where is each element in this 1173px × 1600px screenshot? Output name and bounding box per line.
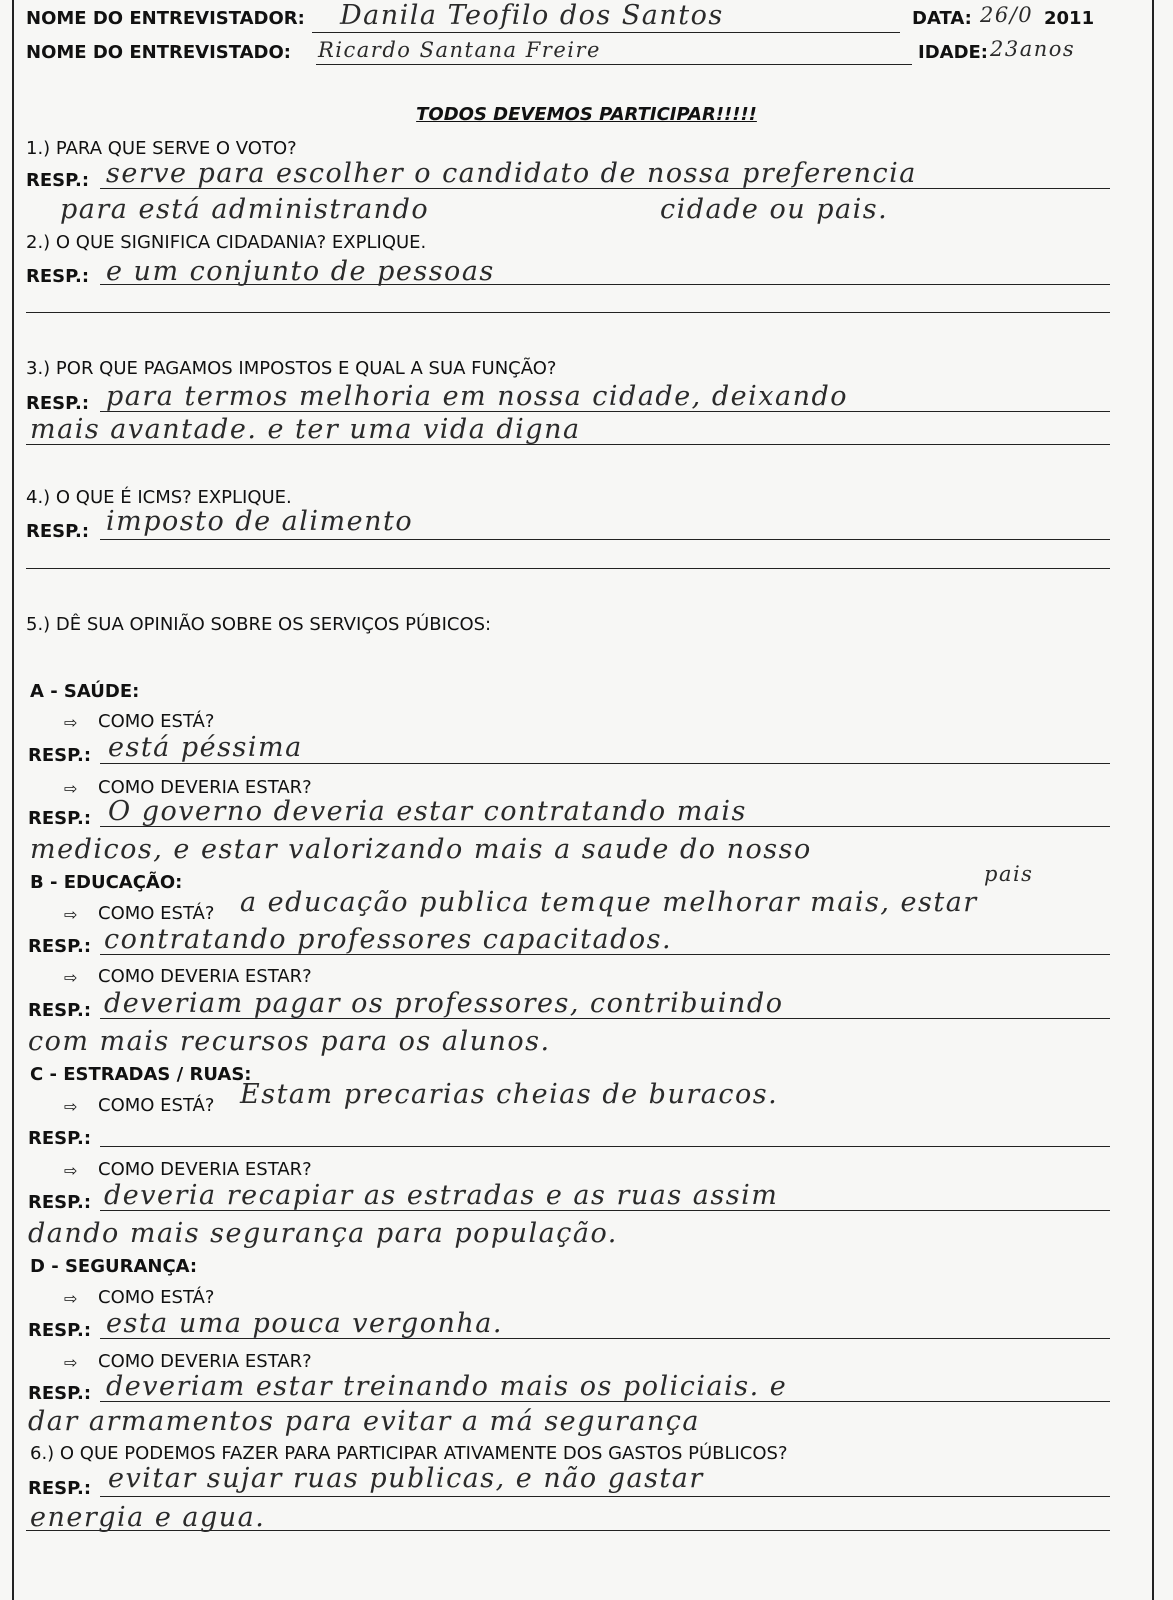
right-border xyxy=(1152,0,1154,1600)
how-should-label: COMO DEVERIA ESTAR? xyxy=(98,1159,312,1180)
resp-label: RESP.: xyxy=(26,521,90,542)
question-6: 6.) O QUE PODEMOS FAZER PARA PARTICIPAR ATIVAMENTE DOS GASTOS PÚBLICOS? xyxy=(30,1443,788,1464)
q6-answer-line2: energia e agua. xyxy=(30,1502,266,1533)
arrow-icon: ⇨ xyxy=(64,1353,78,1372)
arrow-icon: ⇨ xyxy=(64,968,78,987)
resp-label: RESP.: xyxy=(28,1000,92,1021)
b-pais-note: pais xyxy=(984,862,1034,886)
left-border xyxy=(12,0,14,1600)
date-value: 26/0 xyxy=(980,3,1034,27)
section-d-label: D - SEGURANÇA: xyxy=(30,1256,198,1277)
interviewee-line xyxy=(316,64,912,65)
d-should-line1: deveriam estar treinando mais os policiais. e xyxy=(106,1371,788,1402)
how-should-label: COMO DEVERIA ESTAR? xyxy=(98,966,312,987)
q1-answer-line2b: cidade ou pais. xyxy=(660,194,889,225)
q4-answer-line1: imposto de alimento xyxy=(106,506,414,537)
c-is-inline: Estam precarias cheias de buracos. xyxy=(240,1079,779,1110)
arrow-icon: ⇨ xyxy=(64,905,78,924)
c-should-line1: deveria recapiar as estradas e as ruas assim xyxy=(104,1180,779,1211)
a-should-line1: O governo deveria estar contratando mais xyxy=(108,796,747,827)
resp-label: RESP.: xyxy=(28,1192,92,1213)
resp-label: RESP.: xyxy=(26,393,90,414)
answer-line xyxy=(100,539,1110,540)
arrow-icon: ⇨ xyxy=(64,779,78,798)
a-is-answer: está péssima xyxy=(108,732,303,763)
answer-line xyxy=(100,763,1110,764)
arrow-icon: ⇨ xyxy=(64,1289,78,1308)
section-b-label: B - EDUCAÇÃO: xyxy=(30,872,183,893)
answer-line xyxy=(100,1496,1110,1497)
question-5: 5.) DÊ SUA OPINIÃO SOBRE OS SERVIÇOS PÚBICOS: xyxy=(26,614,492,635)
how-is-label: COMO ESTÁ? xyxy=(98,711,215,732)
age-value: 23anos xyxy=(990,37,1076,61)
section-c-label: C - ESTRADAS / RUAS: xyxy=(30,1064,252,1085)
interviewer-line xyxy=(312,32,900,33)
section-a-label: A - SAÚDE: xyxy=(30,681,140,702)
answer-line xyxy=(26,312,1110,313)
question-2: 2.) O QUE SIGNIFICA CIDADANIA? EXPLIQUE. xyxy=(26,232,427,253)
how-should-label: COMO DEVERIA ESTAR? xyxy=(98,1351,312,1372)
date-label: DATA: xyxy=(912,8,972,29)
how-is-label: COMO ESTÁ? xyxy=(98,1287,215,1308)
arrow-icon: ⇨ xyxy=(64,1161,78,1180)
resp-label: RESP.: xyxy=(28,745,92,766)
q3-answer-line1: para termos melhoria em nossa cidade, deixando xyxy=(106,381,848,412)
q1-answer-line1: serve para escolher o candidato de nossa preferencia xyxy=(106,158,917,189)
resp-label: RESP.: xyxy=(28,808,92,829)
resp-label: RESP.: xyxy=(28,936,92,957)
interviewee-name: Ricardo Santana Freire xyxy=(318,38,601,62)
b-is-inline: a educação publica temque melhorar mais, estar xyxy=(240,887,978,918)
arrow-icon: ⇨ xyxy=(64,713,78,732)
resp-label: RESP.: xyxy=(28,1478,92,1499)
question-4: 4.) O QUE É ICMS? EXPLIQUE. xyxy=(26,487,292,508)
d-should-line2: dar armamentos para evitar a má segurança xyxy=(28,1406,700,1437)
question-1: 1.) PARA QUE SERVE O VOTO? xyxy=(26,138,297,159)
b-should-line1: deveriam pagar os professores, contribuindo xyxy=(104,988,784,1019)
interviewee-label: NOME DO ENTREVISTADO: xyxy=(26,42,291,63)
interviewer-name: Danila Teofilo dos Santos xyxy=(340,0,724,31)
b-should-line2: com mais recursos para os alunos. xyxy=(28,1026,551,1057)
b-is-answer: contratando professores capacitados. xyxy=(104,924,673,955)
arrow-icon: ⇨ xyxy=(64,1097,78,1116)
q2-answer-line1: e um conjunto de pessoas xyxy=(106,256,495,287)
age-label: IDADE: xyxy=(918,42,989,63)
how-is-label: COMO ESTÁ? xyxy=(98,903,215,924)
date-year: 2011 xyxy=(1044,8,1095,29)
resp-label: RESP.: xyxy=(26,170,90,191)
d-is-answer: esta uma pouca vergonha. xyxy=(106,1308,503,1339)
resp-label: RESP.: xyxy=(28,1320,92,1341)
answer-line xyxy=(100,1146,1110,1147)
interviewer-label: NOME DO ENTREVISTADOR: xyxy=(26,8,305,29)
how-is-label: COMO ESTÁ? xyxy=(98,1095,215,1116)
a-should-line2: medicos, e estar valorizando mais a saude do nosso xyxy=(30,834,812,865)
how-should-label: COMO DEVERIA ESTAR? xyxy=(98,777,312,798)
resp-label: RESP.: xyxy=(28,1128,92,1149)
answer-line xyxy=(26,568,1110,569)
q1-answer-line2: para está administrando xyxy=(60,194,430,225)
q3-answer-line2: mais avantade. e ter uma vida digna xyxy=(30,414,581,445)
c-should-line2: dando mais segurança para população. xyxy=(28,1218,618,1249)
question-3: 3.) POR QUE PAGAMOS IMPOSTOS E QUAL A SUA FUNÇÃO? xyxy=(26,358,557,379)
q6-answer-line1: evitar sujar ruas publicas, e não gastar xyxy=(108,1463,704,1494)
resp-label: RESP.: xyxy=(26,266,90,287)
form-title: TODOS DEVEMOS PARTICIPAR!!!!! xyxy=(416,104,757,125)
resp-label: RESP.: xyxy=(28,1383,92,1404)
